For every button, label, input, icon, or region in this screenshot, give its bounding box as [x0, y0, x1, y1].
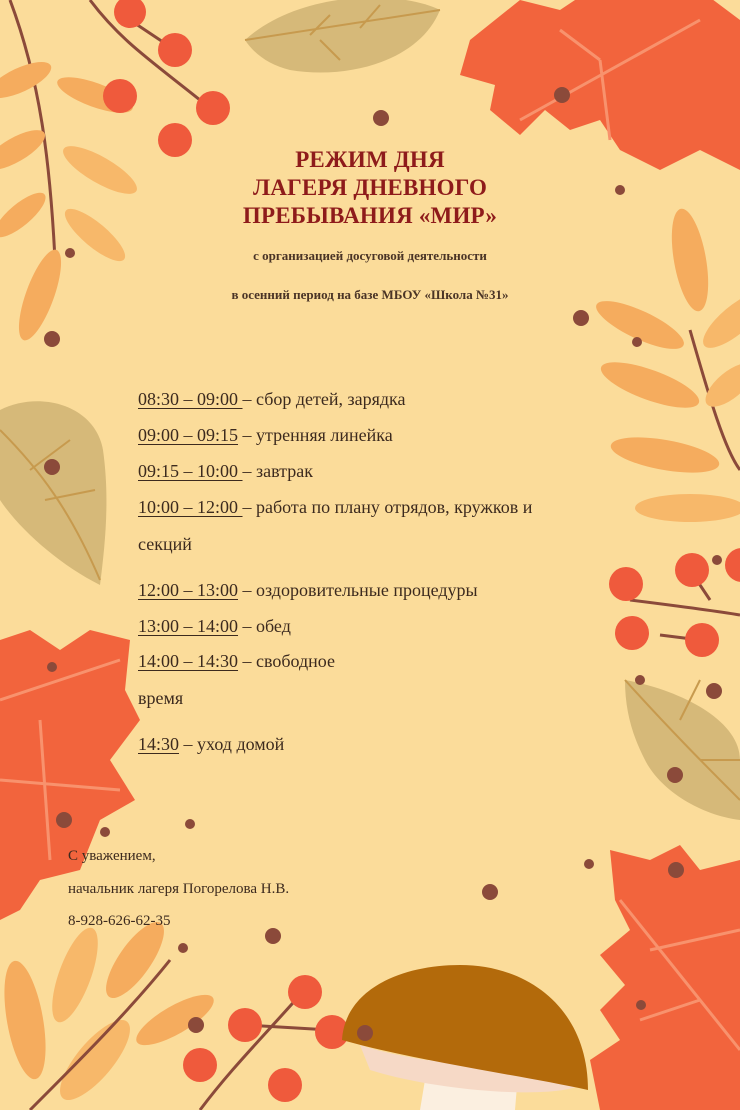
schedule-item — [138, 616, 291, 637]
schedule-item — [138, 389, 406, 410]
schedule-item-continuation: время — [138, 688, 184, 708]
signature-position: начальник лагеря Погорелова Н.В. — [68, 881, 290, 897]
schedule-time: 09:15 – 10:00 — [138, 461, 243, 481]
schedule-activity: – уход домой — [179, 734, 285, 754]
schedule-item — [138, 734, 284, 755]
subtitle-organization: с организацией досуговой деятельности — [253, 248, 487, 263]
schedule-time: 08:30 – 09:00 — [138, 389, 243, 409]
schedule-time: 13:00 – 14:00 — [138, 616, 239, 636]
signature-phone: 8-928-626-62-35 — [68, 913, 171, 929]
schedule-item-continuation: секций — [138, 534, 192, 554]
maple-leaf-left — [0, 630, 140, 920]
schedule-time: 14:30 — [138, 734, 180, 754]
schedule-activity: – оздоровительные процедуры — [238, 580, 478, 600]
schedule-time: 12:00 – 13:00 — [138, 580, 239, 600]
maple-leaf-bottom-right — [590, 845, 740, 1110]
schedule-time: 09:00 – 09:15 — [138, 425, 239, 445]
olive-leaf-right — [625, 680, 740, 820]
schedule-item — [138, 651, 335, 672]
schedule-item — [138, 425, 393, 446]
title-line-3: ПРЕБЫВАНИЯ «МИР» — [242, 203, 498, 228]
schedule-item — [138, 580, 478, 601]
schedule-activity: – свободное — [238, 651, 336, 671]
signature-greeting: С уважением, — [68, 848, 156, 864]
schedule-item — [138, 461, 313, 482]
schedule-activity: – завтрак — [242, 461, 313, 481]
title-line-2: ЛАГЕРЯ ДНЕВНОГО — [252, 175, 488, 200]
title-line-1: РЕЖИМ ДНЯ — [295, 147, 445, 172]
schedule-activity: – работа по плану отрядов, кружков и — [242, 497, 533, 517]
schedule-activity: – сбор детей, зарядка — [242, 389, 406, 409]
schedule-activity: – обед — [238, 616, 291, 636]
schedule-time: 10:00 – 12:00 — [138, 497, 243, 517]
maple-leaf-top-right — [460, 0, 740, 170]
schedule-activity: – утренняя линейка — [238, 425, 393, 445]
schedule-item — [138, 497, 532, 518]
subtitle-period: в осенний период на базе МБОУ «Школа №31» — [231, 287, 509, 302]
schedule-time: 14:00 – 14:30 — [138, 651, 239, 671]
